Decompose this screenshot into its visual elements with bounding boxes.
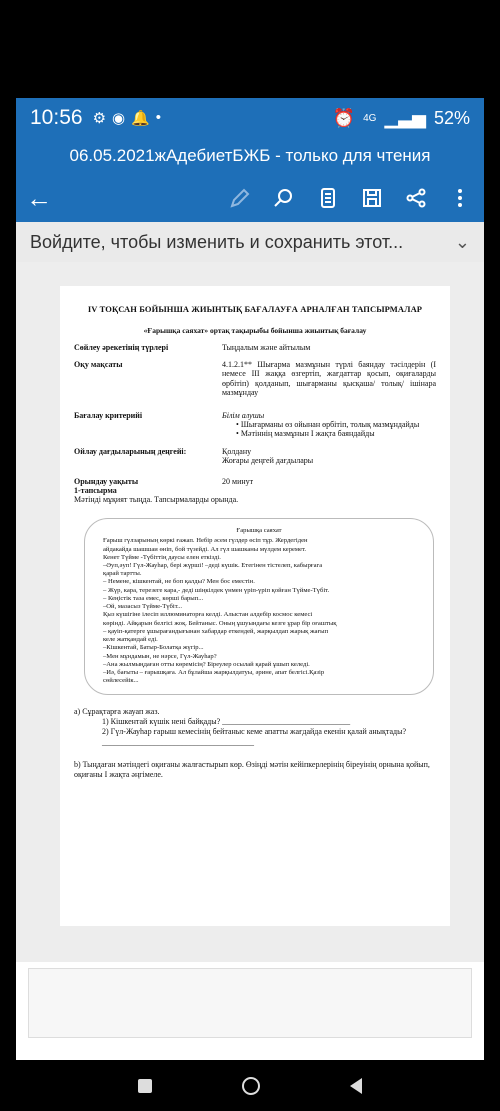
question-b: b) Тыңдаған мәтіндегі оқиғаны жалғастырып көр. Өзіңді мәтін кейіпкерлерінің біреуінің орнына қойып, оқиғаны I жақта әңгімеле. — [74, 760, 430, 780]
back-arrow-icon[interactable]: ← — [26, 182, 52, 213]
toolbar-actions — [226, 184, 474, 212]
app-toolbar — [16, 174, 484, 222]
edit-icon[interactable] — [226, 184, 254, 212]
story-line: Қыз күшігіне ілесіп иллюминаторға келді. Алыстан алдебір космос кемесі — [103, 611, 313, 619]
info-value: 4.1.2.1** Шығарма мазмұнын түрлі баяндау тәсілдерін (I немесе III жаққа өзгертіп, жағдаттар қосып, оқиғаларды өрбітіп) қолданып, шығарманы қысқаша/ толық/ ішінара мазмұндау — [222, 360, 436, 397]
info-row — [74, 447, 436, 465]
sign-in-banner[interactable] — [16, 222, 484, 262]
recents-icon[interactable] — [138, 1079, 152, 1093]
info-row — [74, 343, 436, 352]
info-value — [222, 411, 436, 439]
home-icon[interactable] — [242, 1077, 260, 1095]
story-line: сөйлесейік... — [103, 677, 139, 685]
list-item: • Шығарманы өз ойынан өрбітіп, толық мазмұндайды — [236, 420, 436, 429]
info-row — [74, 411, 436, 439]
task-instruction: Мәтінді мұқият тыңда. Тапсырмаларды орында. — [74, 495, 239, 505]
question-a: а) Сұрақтарға жауап жаз. — [74, 706, 160, 716]
story-line: –Мен мұндамын, не нәрсе, Гүл-Жауһар? — [103, 652, 217, 660]
system-nav-bar — [16, 1060, 484, 1111]
save-icon[interactable] — [358, 184, 386, 212]
status-icons — [93, 109, 162, 127]
story-line: –Кішкентай, Батыр-Болатқа жүгір... — [103, 644, 204, 652]
document-subtitle: «Ғарышқа саяхат» ортақ тақырыбы бойынша жиынтық бағалау — [143, 326, 367, 335]
bell-icon: 🔔 — [131, 110, 150, 127]
story-line: Кенет Түйме -Түбіттің даусы елен еткізді. — [103, 553, 221, 561]
dot-icon: • — [155, 109, 162, 126]
share-icon[interactable] — [402, 184, 430, 212]
story-line: келе жатқандай еді. — [103, 636, 158, 644]
criteria-list — [222, 420, 436, 438]
task-title: 1-тапсырма — [74, 486, 117, 496]
story-line: – Немене, кішкентай, не боп қалды? Мен бос еместін. — [103, 578, 255, 586]
story-line: – Жүр, кара, терезеге кара,- деді шіңкілдек үнмен үріп-үріп қойған Түйме-Түбіт. — [103, 586, 330, 594]
story-box — [84, 518, 434, 694]
chevron-down-icon[interactable]: ⌄ — [454, 231, 470, 252]
battery-label: 52% — [433, 107, 470, 128]
question-item: 2) Гүл-Жауһар ғарыш кемесінің бейтаныс кеме апатты жағдайда екенін қалай анықтады? ______________________________________ — [102, 727, 407, 747]
info-row — [74, 477, 436, 486]
story-line: көрінді. Айқарын белгісі жоқ. Бейтаныс. Оның ұшуындағы кезге ұрар бір оғаштық — [103, 619, 337, 627]
story-line: – қауіп-қатерге ұшырағандығынан хабардар еткендей, жарқылдап жарық жағып — [103, 627, 329, 635]
info-key: Ойлау дағдыларының деңгейі: — [74, 446, 187, 456]
document-title-bar — [16, 138, 484, 174]
search-icon[interactable] — [270, 184, 298, 212]
info-key: Сөйлеу әрекетінің түрлері — [74, 343, 169, 352]
story-line: –Әуп,әуп! Гүл-Жауһар, бері жүрші! –деді күшік. Етегінен тістелеп, кабырғага — [103, 562, 323, 569]
story-line: –Ой, мазасыз Түйме-Түбіт... — [103, 603, 183, 611]
info-row — [74, 360, 436, 397]
story-line: – Кеңістік таза емес, көрші барып... — [103, 594, 204, 602]
criteria-intro: Білім алушы — [222, 410, 265, 420]
document-title: 06.05.2021жАдебиетБЖБ - только для чтения — [69, 146, 431, 165]
document-next-page-area — [16, 962, 484, 1060]
story-line: –Иә, бағыты – ғарышқаға. Ал бұлайша жарқылдатуы, әрине, апат белгісі.Қазір — [103, 669, 325, 677]
story-line: –Ана жылмыңдаған отты көремісің? Біреулер осылай қарай ұшып келеді. — [103, 660, 310, 668]
reading-view-icon[interactable] — [314, 184, 342, 212]
sign-in-banner-text: Войдите, чтобы изменить и сохранить этот... — [30, 231, 404, 252]
info-key: Бағалау критерийі — [74, 410, 143, 420]
story-line: Ғарыш гүлзарының көркі ғажап. Небір әсем гүлдер өсіп тұр. Жердегіден — [103, 537, 308, 545]
alarm-icon: ⏰ — [332, 107, 356, 128]
document-viewport[interactable] — [16, 262, 484, 962]
document-heading: IV ТОҚСАН БОЙЫНША ЖИЫНТЫҚ БАҒАЛАУҒА АРНАЛҒАН ТАПСЫРМАЛАР — [87, 304, 423, 314]
story-line: қарай тартты. — [103, 570, 142, 578]
next-page-preview — [28, 968, 472, 1038]
status-bar — [16, 98, 484, 138]
status-time: 10:56 — [30, 106, 83, 129]
more-icon[interactable] — [446, 184, 474, 212]
signal-icon: ▁▃▅ — [384, 107, 426, 128]
network-label: 4G — [363, 112, 377, 124]
location-icon: ◉ — [112, 110, 126, 127]
question-item: 1) Кішкентай күшік нені байқады? ________________________________ — [102, 716, 351, 726]
info-value: Қолдану Жоғары деңгей дағдылары — [222, 446, 314, 465]
story-title: Ғарышқа саяхат — [236, 527, 282, 535]
list-item: • Мәтіннің мазмұнын I жақта баяндайды — [236, 429, 436, 438]
document-page — [60, 286, 450, 926]
status-right — [333, 108, 470, 129]
info-value: Тыңдалым және айтылым — [222, 343, 311, 352]
info-key: Оқу мақсаты — [74, 360, 123, 370]
sync-icon: ⚙ — [92, 110, 107, 127]
info-key: Орындау уақыты — [74, 476, 139, 486]
story-line: айдакайда шашшаи өніп, бой түзейді. Ал гүл шашканы мүлдем керемет. — [103, 545, 307, 553]
back-icon[interactable] — [350, 1078, 362, 1094]
questions-block — [74, 707, 436, 749]
info-value: 20 минут — [222, 476, 254, 486]
